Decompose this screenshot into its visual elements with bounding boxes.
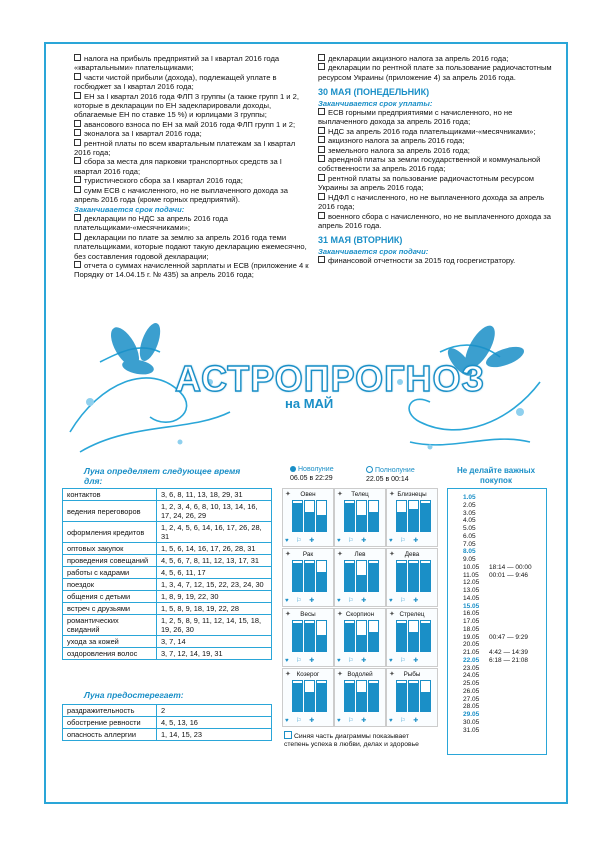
list-item bbox=[318, 108, 558, 127]
checkbox-icon bbox=[318, 155, 325, 162]
row-days: 3, 7, 12, 14, 19, 31 bbox=[156, 648, 271, 660]
list-item bbox=[74, 176, 309, 185]
list-item bbox=[74, 120, 309, 129]
section-subheading: Заканчивается срок уплаты: bbox=[318, 98, 433, 108]
date-row bbox=[463, 618, 479, 625]
date-row bbox=[463, 587, 479, 594]
legend-swatch bbox=[284, 731, 292, 739]
zodiac-cell bbox=[282, 608, 334, 667]
zodiac-name: Рак bbox=[302, 551, 314, 558]
zodiac-cell bbox=[282, 548, 334, 607]
date-value: 2.05 bbox=[463, 501, 476, 509]
row-days: 4, 5, 13, 16 bbox=[156, 717, 271, 729]
date-row bbox=[463, 525, 476, 532]
checkbox-icon bbox=[74, 73, 81, 80]
date-value: 10.05 bbox=[463, 563, 480, 571]
list-item-text: ЕСВ горными предприятиями с начисленного, но не выплаченного дохода за апрель 2016 года; bbox=[318, 108, 513, 127]
date-row bbox=[463, 633, 529, 641]
date-row bbox=[463, 665, 479, 672]
category-icons: ♥ ⚐ ✚ bbox=[337, 538, 370, 544]
success-bar bbox=[396, 512, 407, 532]
date-row bbox=[463, 541, 476, 548]
table-row bbox=[63, 501, 272, 522]
date-value: 16.05 bbox=[463, 610, 480, 618]
list-item bbox=[74, 261, 309, 280]
list-item bbox=[74, 157, 309, 176]
row-label: раздражительность bbox=[63, 705, 157, 717]
time-range: 18:14 — 00:00 bbox=[489, 563, 532, 571]
list-item bbox=[318, 54, 558, 63]
zodiac-sign-icon: ✦ bbox=[389, 491, 395, 498]
checkbox-icon bbox=[74, 157, 81, 164]
row-label: оформления кредитов bbox=[63, 522, 157, 543]
success-bar bbox=[396, 683, 407, 712]
table-row bbox=[63, 579, 272, 591]
text-column-right bbox=[318, 54, 558, 266]
row-label: опасность аллергии bbox=[63, 729, 157, 741]
success-bar bbox=[344, 503, 355, 532]
zodiac-grid bbox=[282, 488, 438, 728]
checkbox-icon bbox=[74, 176, 81, 183]
success-bar bbox=[304, 563, 315, 592]
checkbox-icon bbox=[318, 146, 325, 153]
table-row bbox=[63, 729, 272, 741]
zodiac-name: Рыбы bbox=[403, 671, 421, 678]
date-value: 20.05 bbox=[463, 641, 480, 649]
success-bar bbox=[368, 683, 379, 712]
date-value: 15.05 bbox=[463, 602, 480, 610]
date-row bbox=[463, 641, 479, 648]
date-value: 31.05 bbox=[463, 726, 480, 734]
list-item-text: эконалога за I квартал 2016 года; bbox=[84, 129, 202, 139]
time-range: 6:18 — 21:08 bbox=[489, 656, 529, 664]
zodiac-sign-icon: ✦ bbox=[337, 551, 343, 558]
zodiac-cell bbox=[334, 608, 386, 667]
success-bar bbox=[316, 572, 327, 592]
list-item bbox=[74, 214, 309, 233]
zodiac-cell bbox=[386, 608, 438, 667]
checkbox-icon bbox=[318, 256, 325, 263]
list-item bbox=[74, 92, 309, 120]
date-row bbox=[463, 626, 479, 633]
checkbox-icon bbox=[74, 214, 81, 221]
date-row bbox=[463, 610, 479, 617]
checkbox-icon bbox=[318, 127, 325, 134]
checkbox-icon bbox=[74, 129, 81, 136]
time-range: 00:01 — 9:46 bbox=[489, 571, 529, 579]
list-item bbox=[318, 174, 558, 193]
section-subheading: Заканчивается срок подачи: bbox=[318, 246, 429, 256]
zodiac-sign-icon: ✦ bbox=[389, 671, 395, 678]
date-row bbox=[463, 711, 479, 718]
row-days: 4, 5, 6, 11, 17 bbox=[156, 567, 271, 579]
success-bar bbox=[368, 512, 379, 532]
success-bar bbox=[396, 563, 407, 592]
zodiac-cell bbox=[386, 668, 438, 727]
category-icons: ♥ ⚐ ✚ bbox=[285, 538, 318, 544]
checkbox-icon bbox=[74, 139, 81, 146]
success-bar bbox=[292, 563, 303, 592]
date-value: 27.05 bbox=[463, 695, 480, 703]
zodiac-sign-icon: ✦ bbox=[337, 671, 343, 678]
zodiac-name: Близнецы bbox=[397, 491, 427, 498]
date-value: 22.05 bbox=[463, 656, 480, 664]
category-icons: ♥ ⚐ ✚ bbox=[337, 598, 370, 604]
zodiac-name: Козерог bbox=[296, 671, 320, 678]
date-value: 6.05 bbox=[463, 532, 476, 540]
zodiac-name: Телец bbox=[351, 491, 369, 498]
row-label: общения с детьми bbox=[63, 591, 157, 603]
success-bar bbox=[420, 563, 431, 592]
success-bar bbox=[368, 563, 379, 592]
section-subheading: Заканчивается срок подачи: bbox=[74, 204, 185, 214]
date-row bbox=[463, 680, 479, 687]
row-days: 1, 2, 3, 4, 6, 8, 10, 13, 14, 16, 17, 24, 26, 29 bbox=[156, 501, 271, 522]
list-item-text: НДС за апрель 2016 года плательщиками-«месячниками»; bbox=[328, 126, 536, 136]
table-row bbox=[63, 705, 272, 717]
date-value: 21.05 bbox=[463, 649, 480, 656]
date-row bbox=[463, 563, 532, 571]
date-value: 26.05 bbox=[463, 687, 480, 695]
category-icons: ♥ ⚐ ✚ bbox=[389, 538, 422, 544]
list-item-text: рентной платы за пользование радиочастотным ресурсом Украины за апрель 2016 года; bbox=[318, 173, 535, 193]
category-icons: ♥ ⚐ ✚ bbox=[389, 718, 422, 724]
table-row bbox=[63, 489, 272, 501]
success-bar bbox=[408, 683, 419, 712]
row-days: 1, 3, 4, 7, 12, 15, 22, 23, 24, 30 bbox=[156, 579, 271, 591]
list-item-text: декларации по плате за землю за апрель 2016 года теми плательщиками, которые подают такую декларацию ежемесячно, без составления годовой декларации; bbox=[74, 232, 307, 261]
list-item bbox=[318, 256, 558, 265]
row-label: обострение ревности bbox=[63, 717, 157, 729]
date-value: 29.05 bbox=[463, 711, 480, 718]
list-item-text: рентной платы по всем квартальным платежам за I квартал 2016 года; bbox=[74, 138, 296, 158]
zodiac-cell bbox=[334, 668, 386, 727]
row-label: работы с кадрами bbox=[63, 567, 157, 579]
row-label: встреч с друзьями bbox=[63, 603, 157, 615]
date-row bbox=[463, 656, 529, 664]
zodiac-sign-icon: ✦ bbox=[285, 671, 291, 678]
list-item bbox=[74, 129, 309, 138]
checkbox-icon bbox=[318, 193, 325, 200]
success-bar bbox=[356, 692, 367, 712]
checkbox-icon bbox=[74, 186, 81, 193]
zodiac-legend: Синяя часть диаграммы показывает степень успеха в любви, делах и здоровье bbox=[284, 733, 419, 749]
success-bar bbox=[396, 623, 407, 652]
row-days: 3, 7, 14 bbox=[156, 636, 271, 648]
full-moon-icon bbox=[366, 466, 373, 473]
date-row bbox=[463, 603, 479, 610]
date-row bbox=[463, 571, 529, 579]
row-days: 1, 14, 15, 23 bbox=[156, 729, 271, 741]
table-row bbox=[63, 522, 272, 543]
dates-box bbox=[447, 488, 547, 755]
category-icons: ♥ ⚐ ✚ bbox=[285, 718, 318, 724]
date-row bbox=[463, 719, 479, 726]
zodiac-sign-icon: ✦ bbox=[337, 611, 343, 618]
zodiac-sign-icon: ✦ bbox=[285, 491, 291, 498]
row-label: романтических свиданий bbox=[63, 615, 157, 636]
new-moon: Новолуние 06.05 в 22:29 bbox=[290, 466, 334, 482]
row-label: поездок bbox=[63, 579, 157, 591]
date-value: 11.05 bbox=[463, 571, 479, 579]
success-bar bbox=[368, 632, 379, 652]
date-value: 18.05 bbox=[463, 625, 480, 633]
list-item-text: военного сбора с начисленного, но не выплаченного дохода за апрель 2016 года. bbox=[318, 211, 552, 230]
row-label: проведения совещаний bbox=[63, 555, 157, 567]
list-item-text: отчета о суммах начисленной зарплаты и ЕСВ (приложение 4 к Порядку от 14.04.15 г. № 435) за апрель 2016 года; bbox=[74, 260, 309, 280]
category-icons: ♥ ⚐ ✚ bbox=[389, 658, 422, 664]
date-value: 8.05 bbox=[463, 548, 476, 556]
checkbox-icon bbox=[318, 54, 325, 61]
list-item bbox=[318, 155, 558, 174]
list-item-text: декларации акцизного налога за апрель 2016 года; bbox=[328, 54, 509, 63]
zodiac-sign-icon: ✦ bbox=[389, 551, 395, 558]
zodiac-sign-icon: ✦ bbox=[389, 611, 395, 618]
row-label: оздоровления волос bbox=[63, 648, 157, 660]
time-range: 4:42 — 14:39 bbox=[489, 649, 529, 656]
success-bar bbox=[316, 515, 327, 532]
list-item bbox=[74, 54, 309, 73]
date-row bbox=[463, 727, 479, 734]
success-bar bbox=[356, 635, 367, 652]
table-row bbox=[63, 591, 272, 603]
list-item bbox=[74, 186, 309, 205]
row-days: 1, 5, 6, 14, 16, 17, 26, 28, 31 bbox=[156, 543, 271, 555]
row-days: 3, 6, 8, 11, 13, 18, 29, 31 bbox=[156, 489, 271, 501]
table-row bbox=[63, 717, 272, 729]
list-item-text: арендной платы за земли государственной и коммунальной собственности за апрель 2016 года; bbox=[318, 155, 541, 174]
date-value: 1.05 bbox=[463, 494, 476, 501]
date-value: 12.05 bbox=[463, 579, 480, 587]
list-item-text: декларации по НДС за апрель 2016 года плательщиками-«месячниками»; bbox=[74, 213, 228, 233]
date-value: 23.05 bbox=[463, 664, 480, 672]
date-row bbox=[463, 517, 476, 524]
row-label: оптовых закупок bbox=[63, 543, 157, 555]
date-value: 7.05 bbox=[463, 540, 476, 548]
checkbox-icon bbox=[318, 174, 325, 181]
checkbox-icon bbox=[74, 120, 81, 127]
category-icons: ♥ ⚐ ✚ bbox=[285, 658, 318, 664]
moon-good-title: Луна определяет следующее время для: bbox=[84, 466, 241, 486]
success-bar bbox=[408, 632, 419, 652]
success-bar bbox=[292, 683, 303, 712]
list-item-text: части чистой прибыли (дохода), подлежащей уплате в госбюджет за I квартал 2016 года; bbox=[74, 72, 277, 92]
category-icons: ♥ ⚐ ✚ bbox=[285, 598, 318, 604]
checkbox-icon bbox=[318, 212, 325, 219]
list-item bbox=[74, 233, 309, 261]
list-item-text: ЕН за I квартал 2016 года ФЛП 3 группы (а также групп 1 и 2, которые в декларации по ЕН задекларировали доходы, облагаемые ЕН по ставке 15 %) и юрлицами 3 группы; bbox=[74, 91, 299, 120]
success-bar bbox=[344, 623, 355, 652]
date-value: 30.05 bbox=[463, 718, 480, 726]
date-row bbox=[463, 649, 529, 656]
row-days: 1, 2, 4, 5, 6, 14, 16, 17, 26, 28, 31 bbox=[156, 522, 271, 543]
list-item bbox=[74, 139, 309, 158]
zodiac-cell bbox=[334, 548, 386, 607]
table-row bbox=[63, 543, 272, 555]
checkbox-icon bbox=[74, 92, 81, 99]
moon-bad-table bbox=[62, 704, 272, 741]
time-range: 00:47 — 9:29 bbox=[489, 633, 529, 641]
new-moon-icon bbox=[290, 466, 296, 472]
row-days: 1, 2, 5, 8, 9, 11, 12, 14, 15, 18, 19, 26, 30 bbox=[156, 615, 271, 636]
list-item-text: финансовой отчетности за 2015 год госрегистратору. bbox=[328, 256, 516, 266]
zodiac-sign-icon: ✦ bbox=[337, 491, 343, 498]
date-row bbox=[463, 502, 476, 509]
success-bar bbox=[316, 635, 327, 652]
date-value: 25.05 bbox=[463, 680, 480, 687]
full-moon: Полнолуние 22.05 в 00:14 bbox=[366, 467, 415, 483]
category-icons: ♥ ⚐ ✚ bbox=[337, 658, 370, 664]
success-bar bbox=[344, 563, 355, 592]
date-value: 5.05 bbox=[463, 525, 476, 532]
table-row bbox=[63, 555, 272, 567]
moon-good-table bbox=[62, 488, 272, 660]
success-bar bbox=[292, 623, 303, 652]
zodiac-name: Лев bbox=[354, 551, 366, 558]
date-value: 19.05 bbox=[463, 633, 480, 641]
date-row bbox=[463, 672, 479, 679]
date-row bbox=[463, 494, 476, 501]
date-value: 9.05 bbox=[463, 556, 476, 563]
list-item bbox=[318, 193, 558, 212]
list-item bbox=[318, 127, 558, 136]
list-item-text: акцизного налога за апрель 2016 года; bbox=[328, 136, 465, 146]
row-days: 2 bbox=[156, 705, 271, 717]
date-row bbox=[463, 703, 479, 710]
date-value: 17.05 bbox=[463, 618, 480, 625]
zodiac-cell bbox=[386, 488, 438, 547]
zodiac-cell bbox=[282, 668, 334, 727]
date-row bbox=[463, 533, 476, 540]
banner-title: АСТРОПРОГНОЗ bbox=[175, 358, 486, 399]
row-days: 1, 5, 8, 9, 18, 19, 22, 28 bbox=[156, 603, 271, 615]
success-bar bbox=[344, 683, 355, 712]
list-item-text: авансового взноса по ЕН за май 2016 года ФЛП групп 1 и 2; bbox=[84, 119, 296, 129]
success-bar bbox=[292, 503, 303, 532]
zodiac-name: Дева bbox=[404, 551, 420, 558]
date-row bbox=[463, 688, 479, 695]
date-row bbox=[463, 510, 476, 517]
list-item-text: туристического сбора за I квартал 2016 года; bbox=[84, 176, 243, 186]
zodiac-cell bbox=[386, 548, 438, 607]
success-bar bbox=[408, 509, 419, 532]
date-row bbox=[463, 579, 479, 586]
row-label: ухода за кожей bbox=[63, 636, 157, 648]
zodiac-cell bbox=[334, 488, 386, 547]
date-row bbox=[463, 556, 476, 563]
date-value: 3.05 bbox=[463, 509, 476, 517]
table-row bbox=[63, 636, 272, 648]
list-item bbox=[318, 63, 558, 82]
success-bar bbox=[304, 512, 315, 532]
table-row bbox=[63, 567, 272, 579]
zodiac-name: Весы bbox=[300, 611, 316, 618]
row-days: 1, 8, 9, 19, 22, 30 bbox=[156, 591, 271, 603]
list-item bbox=[318, 146, 558, 155]
checkbox-icon bbox=[74, 261, 81, 268]
moon-warn-title: Луна предостерегает: bbox=[84, 690, 184, 700]
zodiac-sign-icon: ✦ bbox=[285, 611, 291, 618]
success-bar bbox=[420, 503, 431, 532]
category-icons: ♥ ⚐ ✚ bbox=[337, 718, 370, 724]
success-bar bbox=[316, 683, 327, 712]
checkbox-icon bbox=[74, 233, 81, 240]
date-heading: 31 МАЯ (ВТОРНИК) bbox=[318, 235, 403, 246]
zodiac-name: Стрелец bbox=[399, 611, 425, 618]
list-item-text: сбора за места для парковки транспортных средств за I квартал 2016 года; bbox=[74, 157, 282, 176]
zodiac-cell bbox=[282, 488, 334, 547]
checkbox-icon bbox=[318, 108, 325, 115]
date-row bbox=[463, 696, 479, 703]
success-bar bbox=[420, 692, 431, 712]
row-label: ведения переговоров bbox=[63, 501, 157, 522]
list-item-text: декларации по рентной плате за пользование радиочастотным ресурсом Украины (приложение 4) за апрель 2016 года. bbox=[318, 63, 552, 82]
list-item bbox=[74, 73, 309, 92]
date-value: 13.05 bbox=[463, 587, 480, 594]
success-bar bbox=[356, 515, 367, 532]
date-heading: 30 МАЯ (ПОНЕДЕЛЬНИК) bbox=[318, 87, 430, 98]
list-item bbox=[318, 136, 558, 145]
date-row bbox=[463, 595, 479, 602]
success-bar bbox=[420, 623, 431, 652]
table-row bbox=[63, 603, 272, 615]
checkbox-icon bbox=[318, 63, 325, 70]
success-bar bbox=[408, 563, 419, 592]
zodiac-name: Водолей bbox=[347, 671, 373, 678]
checkbox-icon bbox=[74, 54, 81, 61]
dates-title: Не делайте важных покупок bbox=[456, 466, 536, 485]
date-value: 14.05 bbox=[463, 594, 480, 602]
row-label: контактов bbox=[63, 489, 157, 501]
success-bar bbox=[304, 623, 315, 652]
zodiac-name: Скорпион bbox=[345, 611, 375, 618]
date-value: 24.05 bbox=[463, 672, 480, 680]
zodiac-sign-icon: ✦ bbox=[285, 551, 291, 558]
row-days: 4, 5, 6, 7, 8, 11, 12, 13, 17, 31 bbox=[156, 555, 271, 567]
text-column-left bbox=[74, 54, 309, 280]
date-value: 28.05 bbox=[463, 703, 480, 711]
list-item-text: налога на прибыль предприятий за I квартал 2016 года «квартальными» плательщиками; bbox=[74, 54, 280, 73]
table-row bbox=[63, 648, 272, 660]
success-bar bbox=[356, 575, 367, 592]
list-item-text: земельного налога за апрель 2016 года; bbox=[328, 145, 470, 155]
date-value: 4.05 bbox=[463, 517, 476, 525]
success-bar bbox=[304, 692, 315, 712]
category-icons: ♥ ⚐ ✚ bbox=[389, 598, 422, 604]
table-row bbox=[63, 615, 272, 636]
list-item-text: НДФЛ с начисленного, но не выплаченного дохода за апрель 2016 года; bbox=[318, 192, 545, 212]
list-item-text: сумм ЕСВ с начисленного, но не выплаченного дохода за апрель 2016 года (кроме горных предприятий). bbox=[74, 185, 288, 205]
checkbox-icon bbox=[318, 136, 325, 143]
date-row bbox=[463, 548, 476, 555]
zodiac-name: Овен bbox=[300, 491, 316, 498]
list-item bbox=[318, 212, 558, 231]
banner-subtitle: на МАЙ bbox=[285, 396, 334, 411]
